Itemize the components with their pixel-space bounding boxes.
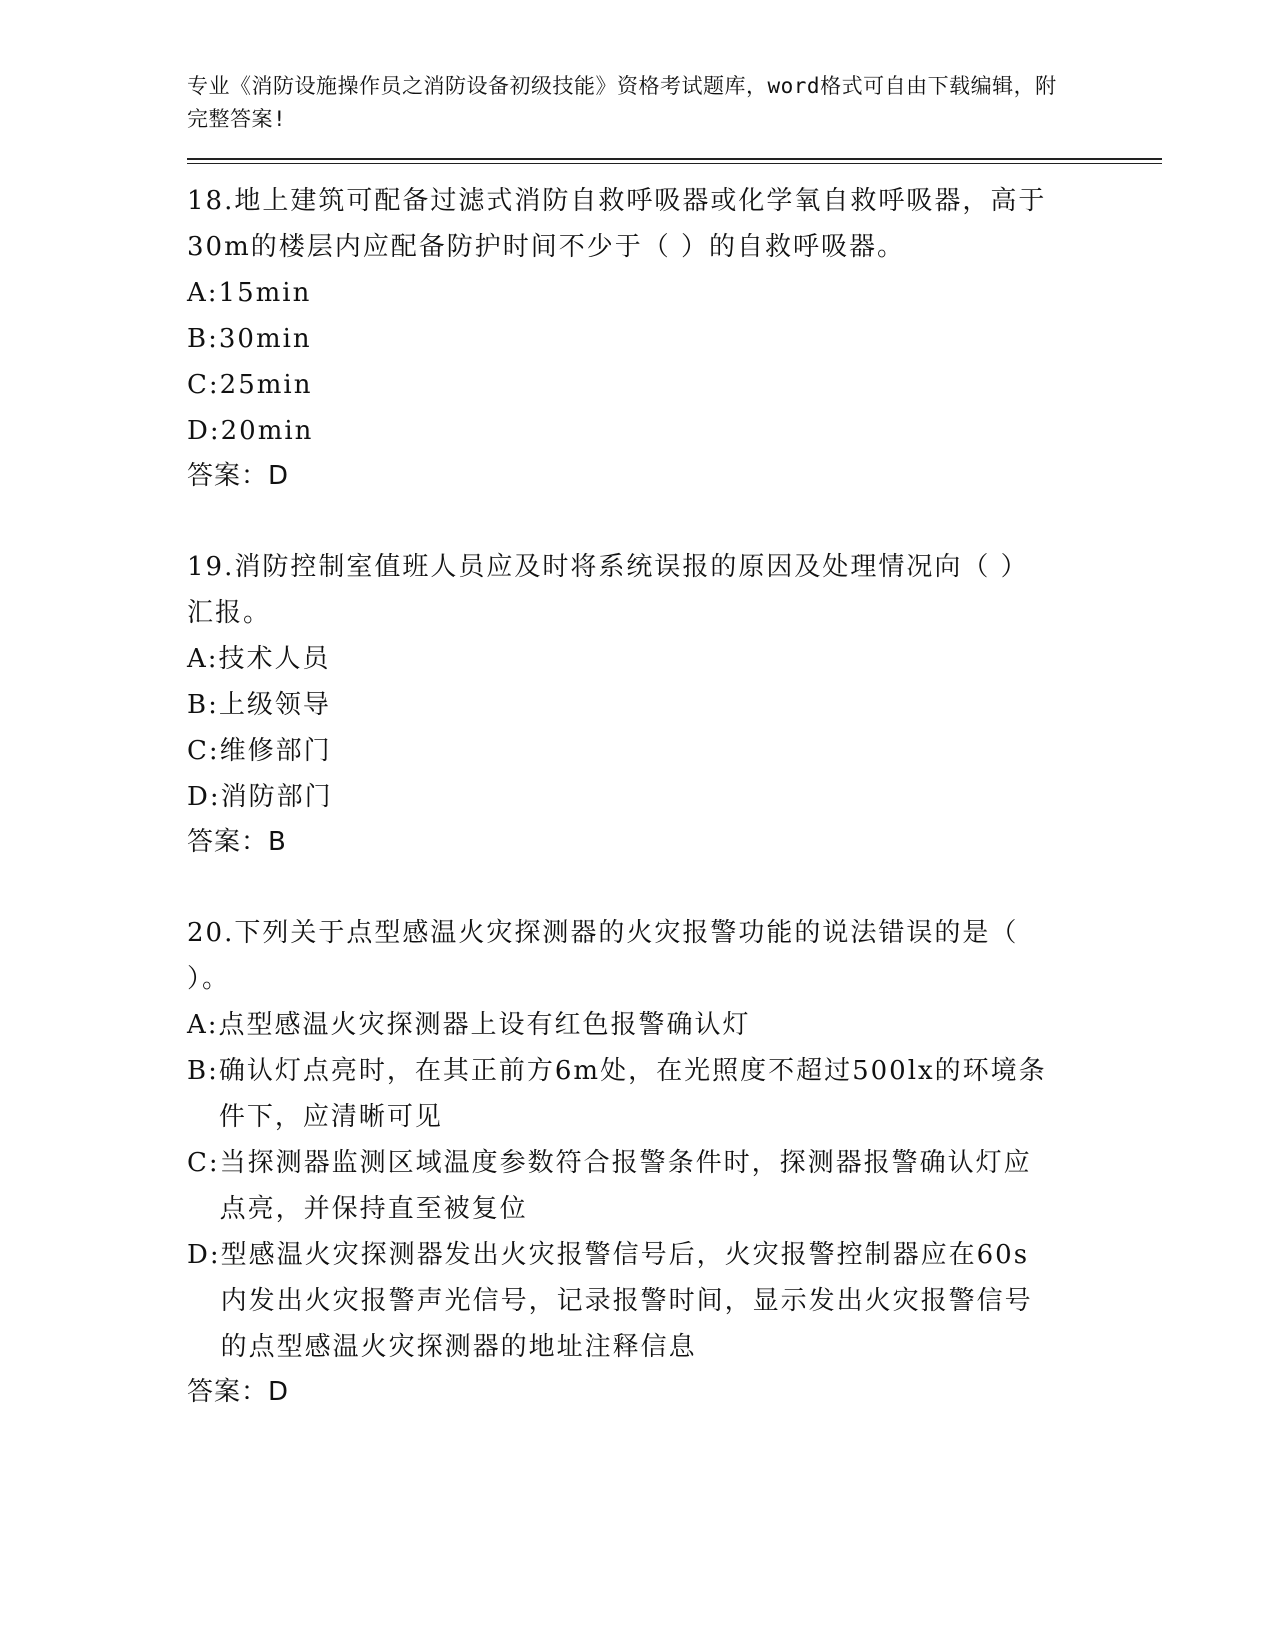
option-letter: A: bbox=[187, 644, 219, 674]
option-b bbox=[187, 316, 1047, 362]
option-c bbox=[187, 1140, 1047, 1232]
question-text: 19.消防控制室值班人员应及时将系统误报的原因及处理情况向（ ）汇报。 bbox=[187, 552, 1029, 628]
option-text: 消防部门 bbox=[220, 782, 333, 812]
option-text: 当探测器监测区域温度参数符合报警条件时，探测器报警确认灯应点亮，并保持直至被复位 bbox=[219, 1148, 1032, 1224]
answer-label: 答案：D bbox=[187, 1377, 290, 1407]
option-letter: B: bbox=[187, 324, 219, 354]
option-letter: A: bbox=[187, 278, 219, 308]
header-divider bbox=[187, 158, 1162, 164]
option-c bbox=[187, 728, 1047, 774]
option-c bbox=[187, 362, 1047, 408]
option-d bbox=[187, 408, 1047, 454]
option-text: 25min bbox=[219, 370, 313, 400]
document-page bbox=[187, 70, 1107, 1414]
option-text: 30min bbox=[218, 324, 312, 354]
option-b bbox=[187, 682, 1047, 728]
option-text: 维修部门 bbox=[219, 736, 332, 766]
option-text: 20min bbox=[220, 416, 314, 446]
option-letter: B: bbox=[187, 1056, 219, 1086]
option-b bbox=[187, 1048, 1047, 1140]
question-text: 18.地上建筑可配备过滤式消防自救呼吸器或化学氧自救呼吸器，高于30m的楼层内应配备防护时间不少于（ ）的自救呼吸器。 bbox=[187, 186, 1047, 262]
option-text: 型感温火灾探测器发出火灾报警信号后，火灾报警控制器应在60s内发出火灾报警声光信号，记录报警时间，显示发出火灾报警信号的点型感温火灾探测器的地址注释信息 bbox=[220, 1240, 1033, 1362]
option-letter: B: bbox=[187, 690, 219, 720]
question-list bbox=[187, 178, 1107, 1414]
option-d bbox=[187, 774, 1047, 820]
option-letter: A: bbox=[187, 1010, 219, 1040]
option-text: 点型感温火灾探测器上设有红色报警确认灯 bbox=[218, 1010, 751, 1040]
question-18 bbox=[187, 178, 1107, 498]
option-d bbox=[187, 1232, 1047, 1370]
option-letter: D: bbox=[187, 1240, 221, 1270]
option-letter: C: bbox=[187, 1148, 220, 1178]
option-letter: C: bbox=[187, 370, 220, 400]
option-letter: D: bbox=[187, 416, 221, 446]
option-text: 上级领导 bbox=[218, 690, 331, 720]
answer-label: 答案：B bbox=[187, 827, 287, 857]
option-letter: C: bbox=[187, 736, 220, 766]
option-text: 确认灯点亮时，在其正前方6m处，在光照度不超过500lx的环境条件下，应清晰可见 bbox=[218, 1056, 1047, 1132]
option-text: 技术人员 bbox=[218, 644, 331, 674]
document-header: 专业《消防设施操作员之消防设备初级技能》资格考试题库，word格式可自由下载编辑，附完整答案! bbox=[187, 74, 1057, 131]
option-a bbox=[187, 1002, 1047, 1048]
option-a bbox=[187, 270, 1047, 316]
option-text: 15min bbox=[218, 278, 312, 308]
question-19 bbox=[187, 544, 1107, 864]
answer-label: 答案：D bbox=[187, 461, 290, 491]
question-text: 20.下列关于点型感温火灾探测器的火灾报警功能的说法错误的是（ ）。 bbox=[187, 918, 1019, 994]
option-letter: D: bbox=[187, 782, 221, 812]
option-a bbox=[187, 636, 1047, 682]
question-20 bbox=[187, 910, 1107, 1414]
